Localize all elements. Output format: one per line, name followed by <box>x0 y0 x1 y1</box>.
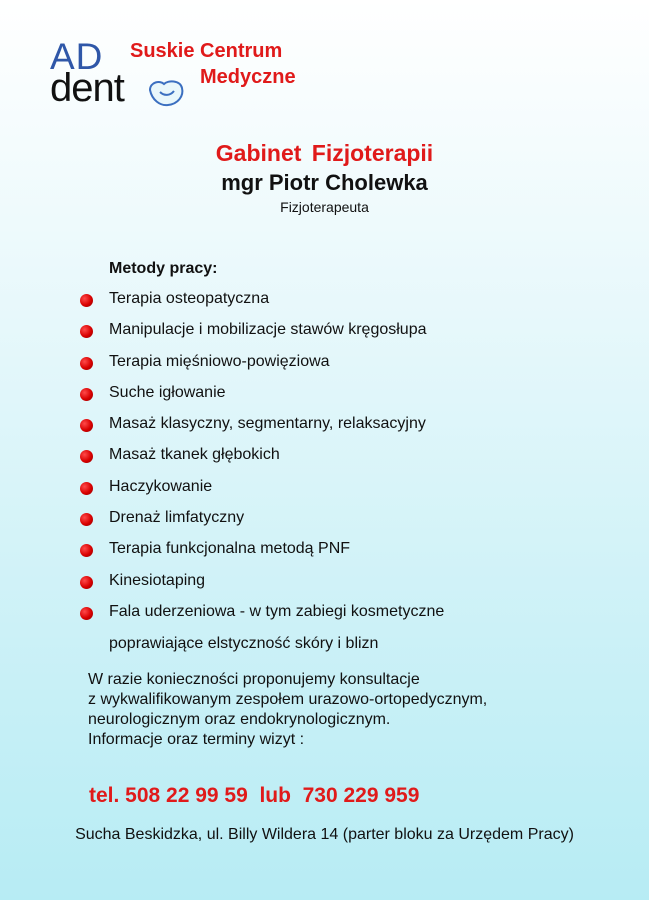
bullet-dot-icon <box>80 450 93 463</box>
note-line: neurologicznym oraz endokrynologicznym. <box>88 711 391 728</box>
consultation-note <box>88 670 487 750</box>
bullet-dot-icon <box>80 513 93 526</box>
note-line: Informacje oraz terminy wizyt : <box>88 731 305 748</box>
method-label: Manipulacje i mobilizacje stawów kręgosłupa <box>109 321 427 339</box>
brand-name-line2: Medyczne <box>200 66 296 88</box>
method-label: Kinesiotaping <box>109 571 206 589</box>
logo-letters-dent: dent <box>50 66 124 110</box>
method-label: Masaż klasyczny, segmentarny, relaksacyjny <box>109 415 426 433</box>
method-label: Terapia mięśniowo-powięziowa <box>109 352 330 370</box>
bullet-dot-icon <box>80 388 93 401</box>
logo-letters-ad: AD <box>50 36 104 77</box>
cabinet-title: Gabinet Fizjoterapii <box>215 140 434 166</box>
doctor-role: Fizjoterapeuta <box>280 199 369 215</box>
bullet-dot-icon <box>80 325 93 338</box>
method-label: Drenaż limfatyczny <box>109 509 245 527</box>
brand-name-line1: Suskie Centrum <box>130 40 283 62</box>
bullet-dot-icon <box>80 607 93 620</box>
method-label: Terapia funkcjonalna metodą PNF <box>109 540 351 558</box>
tooth-icon <box>146 78 188 108</box>
method-label-continuation: poprawiające elstyczność skóry i blizn <box>109 635 379 652</box>
methods-heading: Metody pracy: <box>109 260 218 277</box>
bullet-dot-icon <box>80 544 93 557</box>
doctor-name: mgr Piotr Cholewka <box>221 170 428 195</box>
method-label: Haczykowanie <box>109 477 213 495</box>
method-label: Fala uderzeniowa - w tym zabiegi kosmetyczne <box>109 602 445 620</box>
bullet-dot-icon <box>80 482 93 495</box>
bullet-dot-icon <box>80 576 93 589</box>
method-label: Terapia osteopatyczna <box>109 290 270 307</box>
clinic-address: Sucha Beskidzka, ul. Billy Wildera 14 (parter bloku za Urzędem Pracy) <box>75 826 574 843</box>
bullet-dot-icon <box>80 294 93 307</box>
bullet-dot-icon <box>80 357 93 370</box>
note-line: z wykwalifikowanym zespołem urazowo-ortopedycznym, <box>88 691 488 708</box>
note-line: W razie konieczności proponujemy konsultacje <box>88 671 420 688</box>
method-label: Suche igłowanie <box>109 383 226 401</box>
bullet-dot-icon <box>80 419 93 432</box>
phone-numbers: tel. 508 22 99 59 lub 730 229 959 <box>89 784 420 807</box>
method-label: Masaż tkanek głębokich <box>109 446 280 464</box>
